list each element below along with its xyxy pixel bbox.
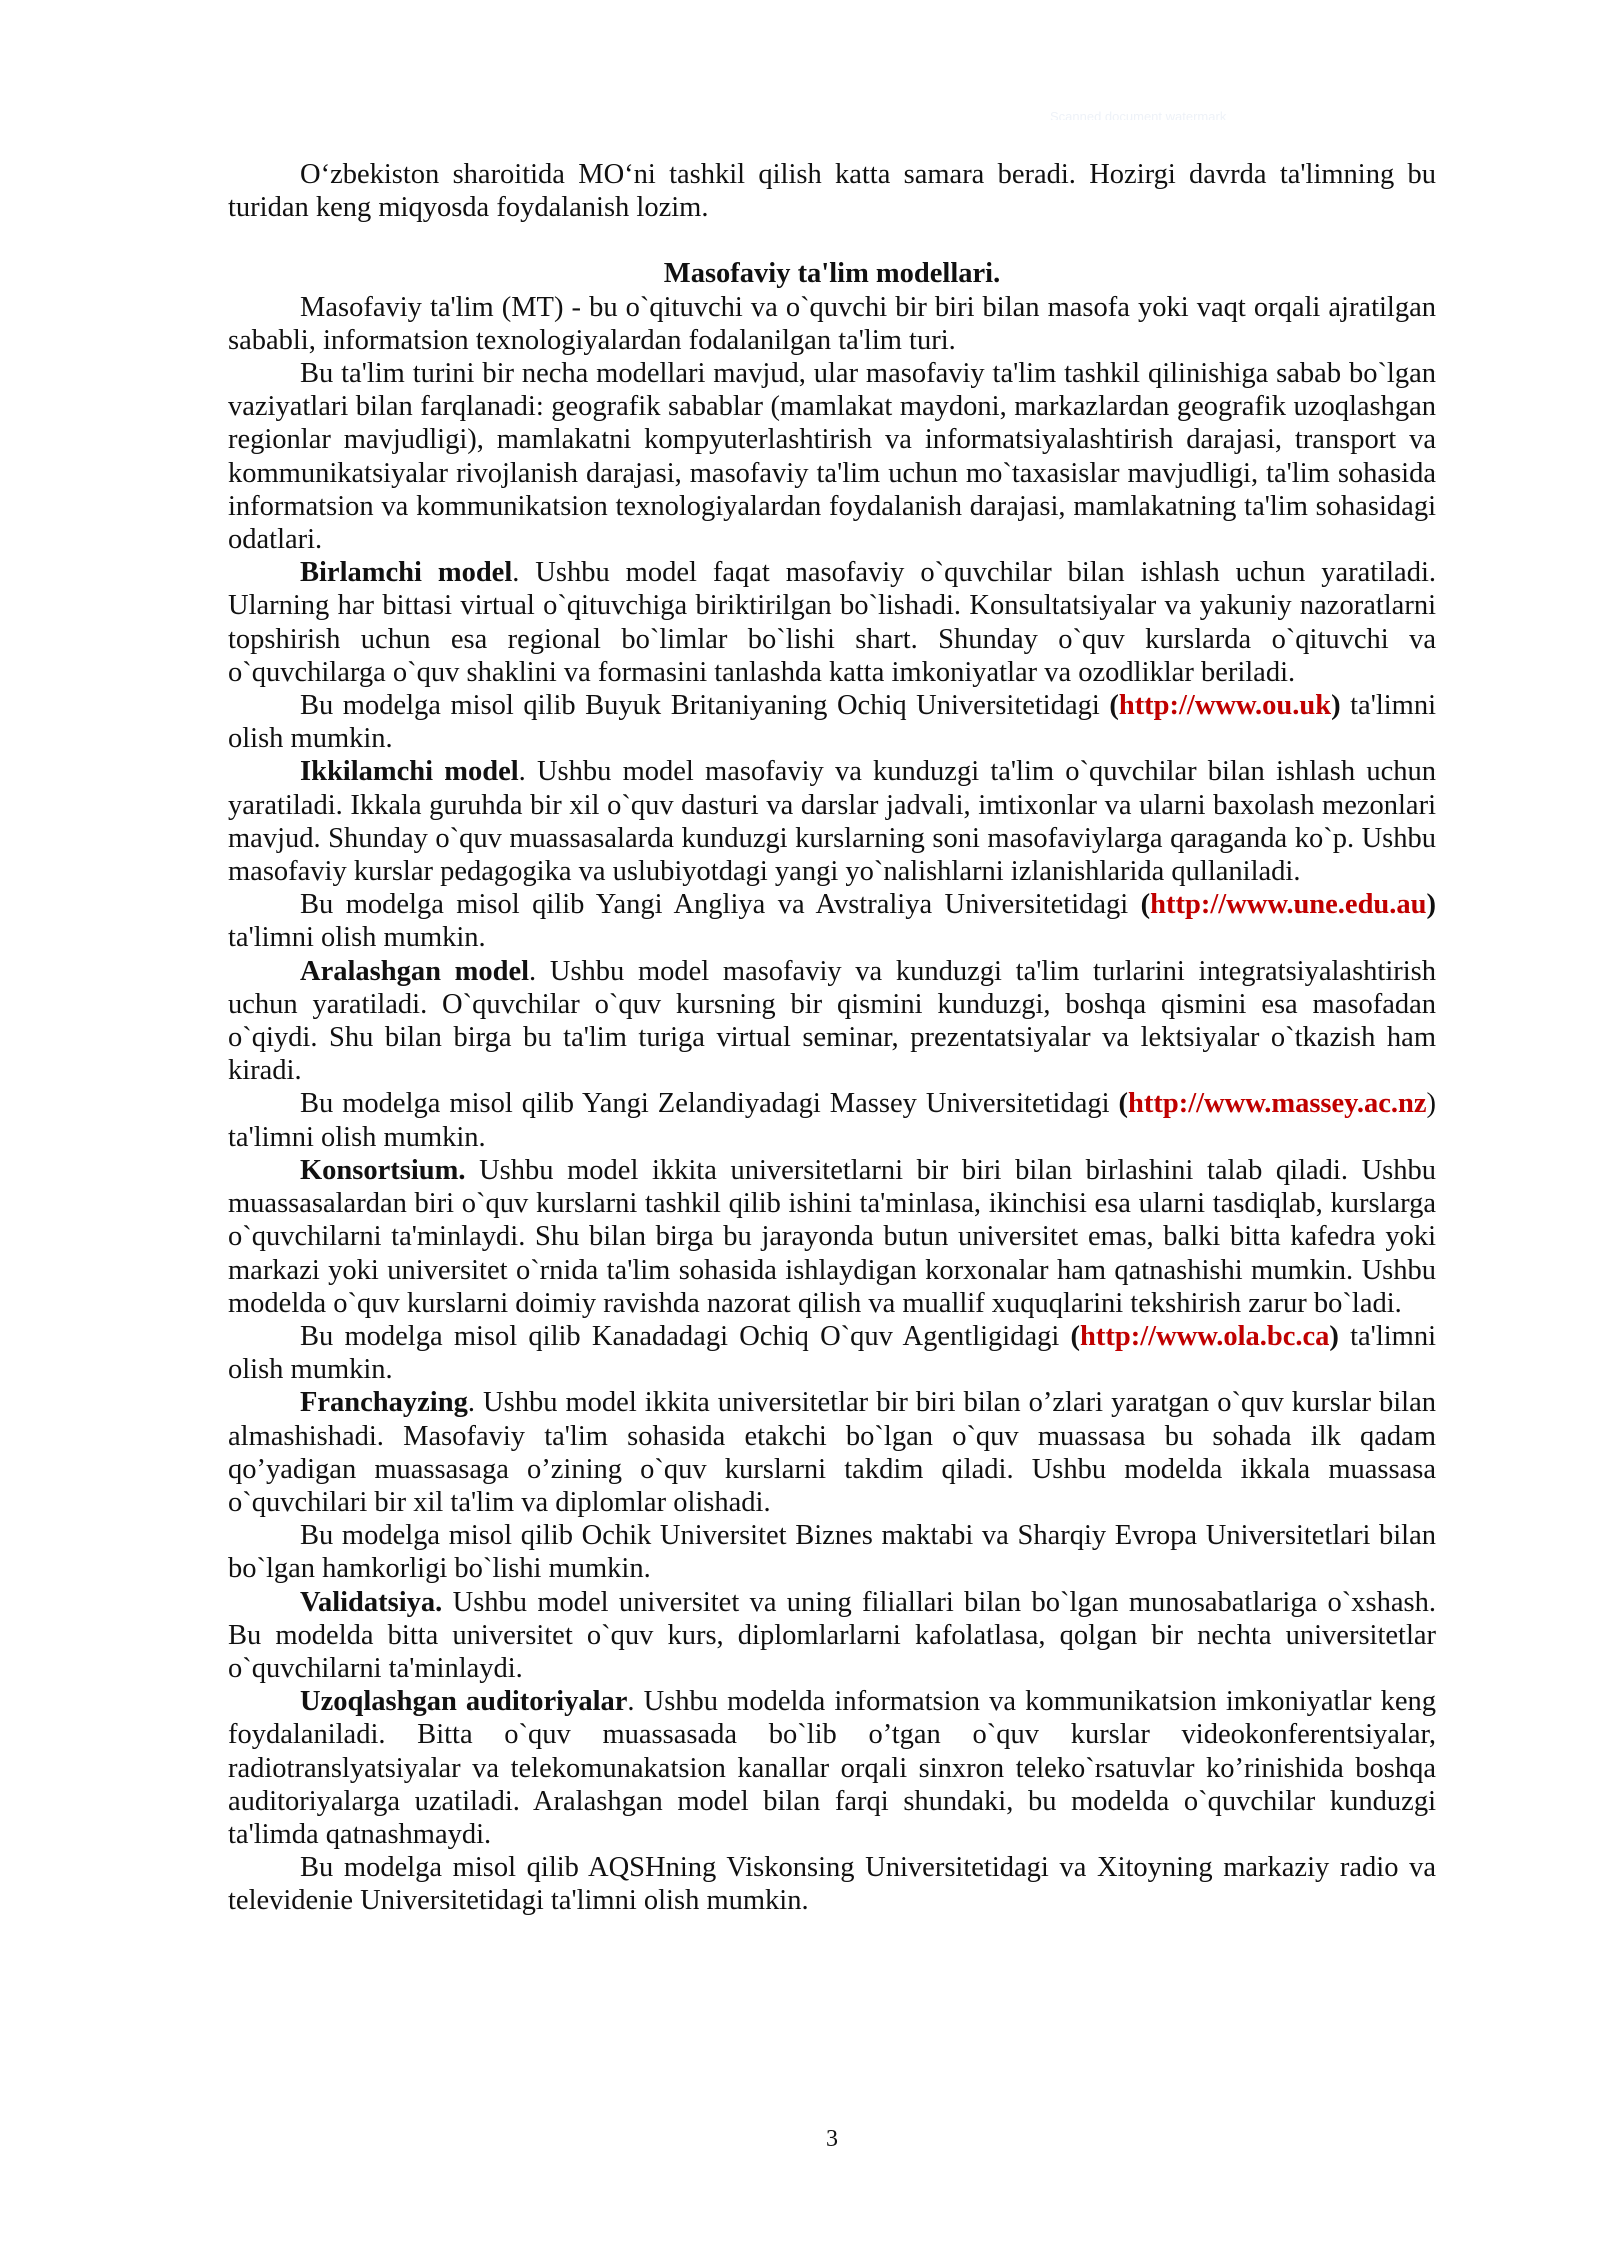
example-text-end: ta'limni olish mumkin. [228, 1320, 1436, 1386]
model-name: Konsortsium. [300, 1154, 466, 1186]
model-description: Ushbu model masofaviy va kunduzgi ta'lim o`quvchilar bilan ishlash uchun yaratiladi. Ikkala guruhda bir xil o`quv dasturi va darslar jadvali, imtixonlar va ularni baxolash mezonlari mavjud. Shunday o`quv muassasalarda kunduzgi kurslarning soni masofaviylarga qaraganda ko`p. Ushbu masofaviy kurslar pedagogika va uslubiyotdagi yangi yo`nalishlarni izlanishlarida qullaniladi. [228, 756, 1436, 888]
section-title: Masofaviy ta'lim modellari. [663, 258, 1001, 290]
example-text: Bu modelga misol qilib Yangi Angliya va Avstraliya Universitetidagi [300, 889, 1141, 921]
model-name-separator: . [627, 1686, 635, 1718]
model-paragraph-konsortsium [228, 1154, 1436, 1320]
model-example-konsortsium [228, 1320, 1436, 1386]
page-number: 3 [826, 2126, 838, 2152]
model-example-uzoqlashgan: Bu modelga misol qilib AQSHning Viskonsing Universitetidagi va Xitoyning markaziy radio va televidenie Universitetidagi ta'limni olish mumkin. [228, 1852, 1436, 1917]
model-name: Aralashgan model [300, 955, 530, 987]
model-name-separator: . [467, 1387, 475, 1419]
model-name-separator: . [512, 557, 520, 589]
model-name: Validatsiya. [300, 1586, 443, 1618]
link-close-paren: ) [1329, 1320, 1339, 1352]
model-example-aralashgan [228, 1087, 1436, 1153]
example-text-end: ta'limni olish mumkin. [228, 1121, 486, 1153]
model-name-separator: . [518, 756, 526, 788]
model-description: Ushbu model masofaviy va kunduzgi ta'lim turlarini integratsiyalashtirish uchun yaratiladi. O`quvchilar o`quv kursning bir qismini kunduzgi, boshqa qismini esa masofadan o`qiydi. Shu bilan birga bu ta'lim turiga virtual seminar, prezentatsiyalar va lektsiyalar o`tkazish ham kiradi. [228, 955, 1436, 1087]
definition-paragraph: Masofaviy ta'lim (MT) - bu o`qituvchi va o`quvchi bir biri bilan masofa yoki vaqt orqali ajratilgan sababli, informatsion texnologiyalardan fodalanilgan ta'lim turi. [228, 291, 1436, 356]
model-name-separator: . [529, 955, 537, 987]
link-open-paren: ( [1070, 1320, 1081, 1352]
example-text: Bu modelga misol qilib Yangi Zelandiyadagi Massey Universitetidagi [300, 1088, 1119, 1120]
example-text: Bu modelga misol qilib Kanadadagi Ochiq O`quv Agentligidagi [300, 1320, 1071, 1352]
link-open-paren: ( [1118, 1088, 1129, 1120]
example-text: Bu modelga misol qilib Buyuk Britaniyaning Ochiq Universitetidagi [300, 690, 1110, 722]
model-name: Franchayzing [300, 1387, 468, 1419]
link-close-paren: ) [1426, 1088, 1436, 1120]
link-massey-ac-nz[interactable]: http://www.massey.ac.nz [1128, 1088, 1427, 1120]
example-text-end: ta'limni olish mumkin. [228, 922, 486, 954]
model-description: Ushbu model universitet va uning filiallari bilan bo`lgan munosabatlariga o`xshash. Bu modelda bitta universitet o`quv kurs, diplomlarlarni kafolatlasa, qolgan bir nechta universitetlar o`quvchilarni ta'minlaydi. [228, 1586, 1436, 1684]
intro-paragraph: O‘zbekiston sharoitida MO‘ni tashkil qilish katta samara beradi. Hozirgi davrda ta'limning bu turidan keng miqyosda foydalanish lozim. [228, 159, 1436, 224]
link-open-paren: ( [1140, 889, 1151, 921]
link-close-paren: ) [1426, 889, 1436, 921]
model-example-birlamchi [228, 689, 1436, 755]
model-description: Ushbu model ikkita universitetlar bir biri bilan o’zlari yaratgan o`quv kurslar bilan almashishadi. Masofaviy ta'lim sohasida etakchi bo`lgan o`quv muassasa bu sohada ilk qadam qo’yadigan muassasaga o’zining o`quv kurslarni takdim qiladi. Ushbu modelda ikkala muassasa o`quvchilari bir xil ta'lim va diplomlar olishadi. [228, 1387, 1436, 1518]
link-ola-bc-ca[interactable]: http://www.ola.bc.ca [1080, 1320, 1330, 1352]
model-paragraph-validatsiya [228, 1586, 1436, 1686]
model-paragraph-aralashgan [228, 955, 1436, 1088]
model-description: Ushbu modelda informatsion va kommunikatsion imkoniyatlar keng foydalaniladi. Bitta o`quv muassasada bo`lib o’tgan o`quv kurslar videokonferentsiyalar, radiotranslyatsiyalar va telekomunakatsion kanallar orqali sinxron teleko`rsatuvlar ko’rinishida boshqa auditoriyalarga uzatiladi. Aralashgan model bilan farqi shundaki, bu modelda o`quvchilar kunduzgi ta'limda qatnashmaydi. [228, 1686, 1436, 1850]
model-name: Birlamchi model [300, 557, 513, 589]
document-body [228, 158, 1436, 1918]
model-example-ikkilamchi [228, 888, 1436, 954]
link-close-paren: ) [1331, 690, 1341, 722]
models-overview-paragraph: Bu ta'lim turini bir necha modellari mavjud, ular masofaviy ta'lim tashkil qilinishiga sabab bo`lgan vaziyatlari bilan farqlanadi: geografik sabablar (mamlakat maydoni, markazlardan geografik uzoqlashgan regionlar mavjudligi), mamlakatni kompyuterlashtirish va informatsiyalashtirish darajasi, transport va kommunikatsiyalar rivojlanish darajasi, masofaviy ta'lim uchun mo`taxasislar mavjudligi, ta'lim sohasida informatsion va kommunikatsion texnologiyalardan foydalanish darajasi, mamlakatning ta'lim sohasidagi odatlari. [228, 358, 1436, 556]
link-ou-uk[interactable]: http://www.ou.uk [1118, 690, 1332, 722]
link-une-edu-au[interactable]: http://www.une.edu.au [1150, 889, 1427, 921]
model-description: Ushbu model ikkita universitetlarni bir biri bilan birlashini talab qiladi. Ushbu muassasalardan biri o`quv kurslarni tashkil qilib ishini ta'minlasa, ikinchisi esa ularni tasdiqlab, kurslarga o`quvchilarni ta'minlaydi. Shu bilan birga bu jarayonda butun universitet emas, balki bitta kafedra yoki markazi yoki universitet o`rnida ta'lim sohasida ishlaydigan korxonalar ham qatnashishi mumkin. Ushbu modelda o`quv kurslarni doimiy ravishda nazorat qilish va muallif xuquqlarini tekshirish zarur bo`ladi. [228, 1154, 1436, 1319]
model-paragraph-franchayzing [228, 1386, 1436, 1519]
model-example-franchayzing: Bu modelga misol qilib Ochik Universitet Biznes maktabi va Sharqiy Evropa Universitetlari bilan bo`lgan hamkorligi bo`lishi mumkin. [228, 1520, 1436, 1585]
model-name: Ikkilamchi model [300, 756, 519, 788]
link-open-paren: ( [1109, 690, 1119, 722]
model-paragraph-ikkilamchi [228, 755, 1436, 888]
model-description: Ushbu model faqat masofaviy o`quvchilar bilan ishlash uchun yaratiladi. Ularning har bittasi virtual o`qituvchiga biriktirilgan bo`lishadi. Konsultatsiyalar va yakuniy nazoratlarni topshirish uchun esa regional bo`limlar bo`lishi shart. Shunday o`quv kurslarda o`qituvchi va o`quvchilarga o`quv shaklini va formasini tanlashda katta imkoniyatlar va ozodliklar beriladi. [228, 557, 1436, 688]
model-paragraph-uzoqlashgan [228, 1685, 1436, 1851]
model-name: Uzoqlashgan auditoriyalar [300, 1686, 628, 1718]
model-paragraph-birlamchi [228, 556, 1436, 689]
header-watermark: Scanned document watermark [1050, 109, 1227, 120]
example-text-end: ta'limni olish mumkin. [228, 690, 1436, 755]
